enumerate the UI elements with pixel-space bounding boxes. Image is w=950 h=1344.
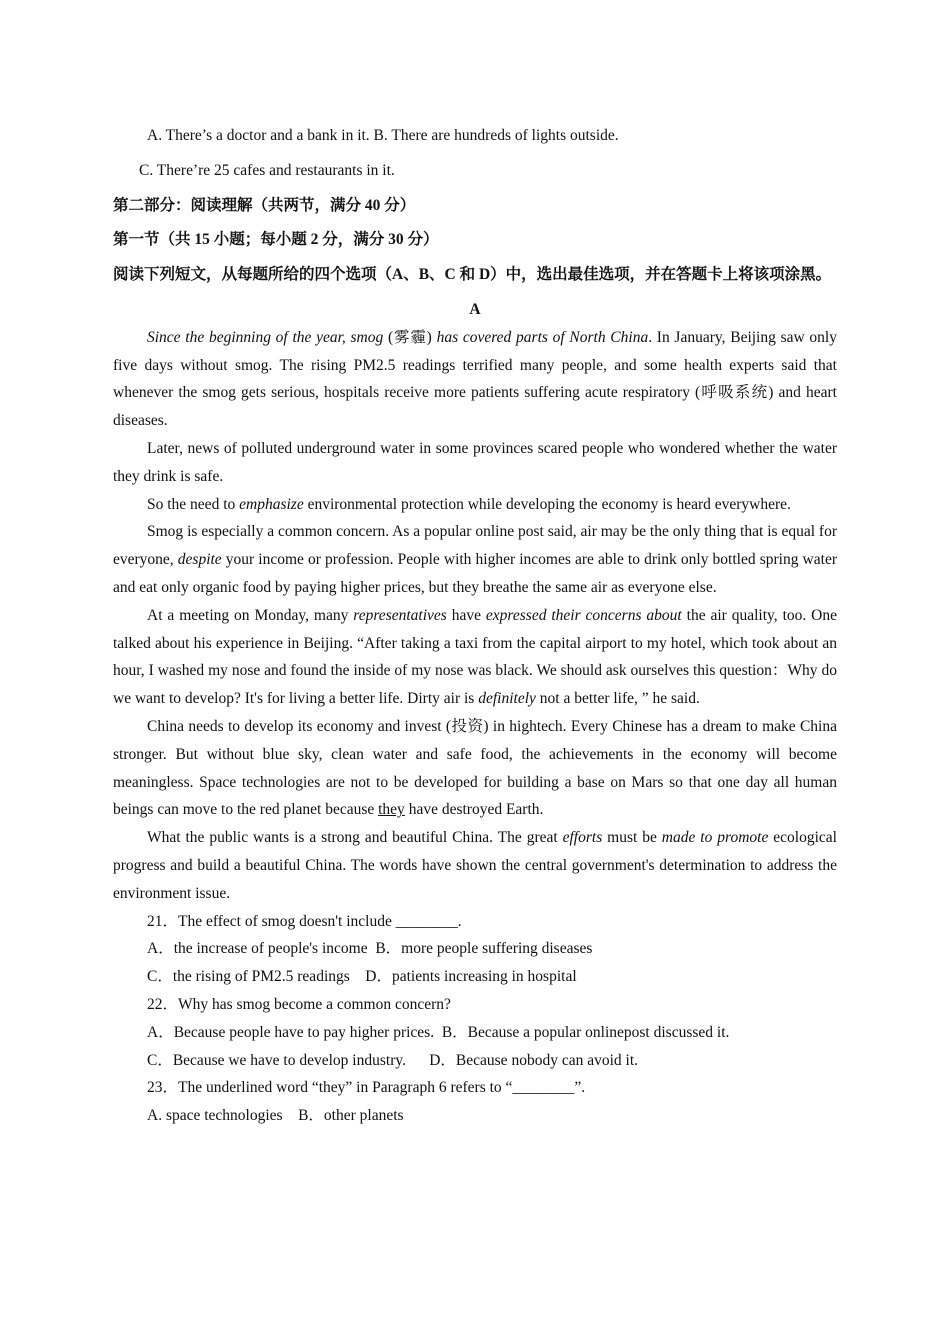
underlined-word: they <box>378 801 405 819</box>
option-line: C. There’re 25 cafes and restaurants in it. <box>139 161 395 179</box>
paragraph-2: Later, news of polluted underground water in some provinces scared people who wondered whether the water they drink is safe. <box>113 439 837 485</box>
option-line: A. There’s a doctor and a bank in it. B. There are hundreds of lights outside. <box>147 127 619 144</box>
question-stem: 21．The effect of smog doesn't include ________. <box>147 912 462 930</box>
paragraph-4: Smog is especially a common concern. As a popular online post said, air may be the only thing that is equal for everyone, despite your income or profession. People with higher incomes are able to drink only bottled spring water and eat only organic food by paying higher prices, but they breathe the same air as everyone else. <box>113 523 837 596</box>
paragraph-5: At a meeting on Monday, many representatives have expressed their concerns about the air quality, too. One talked about his experience in Beijing. “After taking a taxi from the capital airport to my hotel, which took about an hour, I washed my nose and found the inside of my nose was black. We should ask ourselves this question：Why do we want to develop? It's for living a better life. Dirty air is definitely not a better life, ” he said. <box>113 606 837 708</box>
paragraph-1: Since the beginning of the year, smog (雾霾) has covered parts of North China. In January, Beijing saw only five days without smog. The rising PM2.5 readings terrified many people, and some health experts said that whenever the smog gets serious, hospitals receive more patients suffering acute respiratory (呼吸系统) and heart diseases. <box>113 328 837 430</box>
part-heading: 第二部分：阅读理解（共两节，满分 40 分） <box>113 196 416 214</box>
exam-page <box>113 122 837 1130</box>
passage-label: A <box>469 300 481 318</box>
question-options: C．Because we have to develop industry. D．Because nobody can avoid it. <box>147 1051 638 1069</box>
question-options: A．Because people have to pay higher prices. B．Because a popular onlinepost discussed it. <box>147 1023 730 1041</box>
question-options: A．the increase of people's income B．more people suffering diseases <box>147 940 593 958</box>
question-options: A. space technologies B．other planets <box>147 1107 404 1125</box>
paragraph-6: China needs to develop its economy and invest (投资) in hightech. Every Chinese has a dream to make China stronger. But without blue sky, clean water and safe food, the achievements in the economy will become meaningless. Space technologies are not to be developed for building a base on Mars so that one day all human beings can move to the red planet because they have destroyed Earth. <box>113 717 837 819</box>
question-stem: 23．The underlined word “they” in Paragraph 6 refers to “________”. <box>147 1079 586 1097</box>
instruction-text: 阅读下列短文，从每题所给的四个选项（A、B、C 和 D）中，选出最佳选项，并在答题卡上将该项涂黑。 <box>113 266 832 284</box>
paragraph-3: So the need to emphasize environmental protection while developing the economy is heard everywhere. <box>147 495 791 513</box>
question-stem: 22．Why has smog become a common concern? <box>147 995 451 1013</box>
paragraph-7: What the public wants is a strong and beautiful China. The great efforts must be made to promote ecological progress and build a beautiful China. The words have shown the central government's determination to address the environment issue. <box>113 829 837 902</box>
section-heading: 第一节（共 15 小题；每小题 2 分，满分 30 分） <box>113 231 439 249</box>
question-options: C．the rising of PM2.5 readings D．patients increasing in hospital <box>147 968 577 986</box>
